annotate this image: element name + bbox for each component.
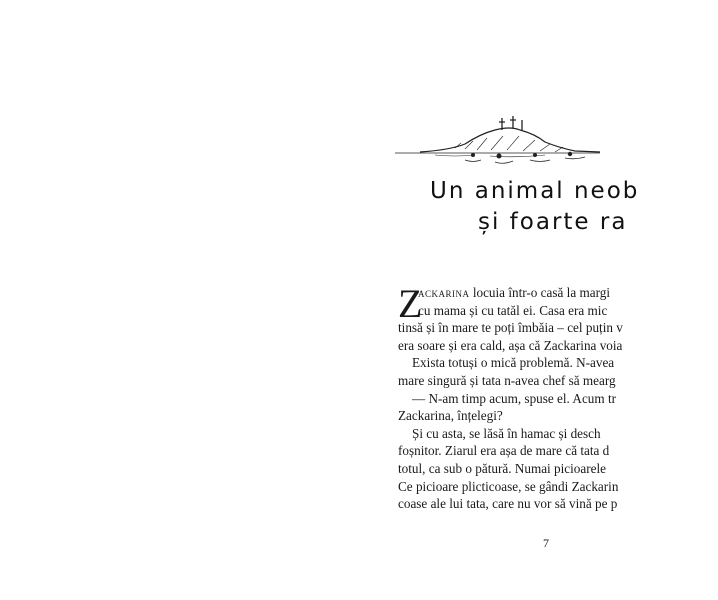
chapter-title-line1: Un animal neob xyxy=(430,178,640,204)
text-line: cu mama și cu tatăl ei. Casa era mic xyxy=(418,302,608,318)
drop-cap: Z xyxy=(398,281,423,326)
text-fragment: locuia într-o casă la margi xyxy=(469,285,610,300)
text-line: Ce picioare plicticoase, se gândi Zackarin xyxy=(398,478,619,494)
text-line: — N-am timp acum, spuse el. Acum tr xyxy=(412,390,616,406)
text-line: Exista totuși o mică problemă. N-avea xyxy=(412,355,615,371)
text-line: tinsă și în mare te poți îmbăia – cel puțin v xyxy=(398,320,623,336)
chapter-body-text xyxy=(398,281,718,513)
text-line: foșnitor. Ziarul era așa de mare că tata d xyxy=(398,443,610,459)
text-line: Și cu asta, se lăsă în hamac și desch xyxy=(412,425,601,441)
left-page xyxy=(0,0,300,600)
text-line: era soare și era cald, așa că Zackarina voia xyxy=(398,337,623,353)
page-number: 7 xyxy=(543,536,549,550)
chapter-title-line2: și foarte ra xyxy=(478,209,628,235)
text-line: totul, ca sub o pătură. Numai picioarele xyxy=(398,460,606,476)
text-line: Zackarina, înțelegi? xyxy=(398,408,503,424)
first-word: ackarina xyxy=(418,285,470,300)
text-line: coase ale lui tata, care nu vor să vină pe p xyxy=(398,496,618,512)
island-sketch-icon xyxy=(395,108,600,170)
text-line: mare singură și tata n-avea chef să mearg xyxy=(398,372,616,388)
text-line xyxy=(398,284,718,302)
